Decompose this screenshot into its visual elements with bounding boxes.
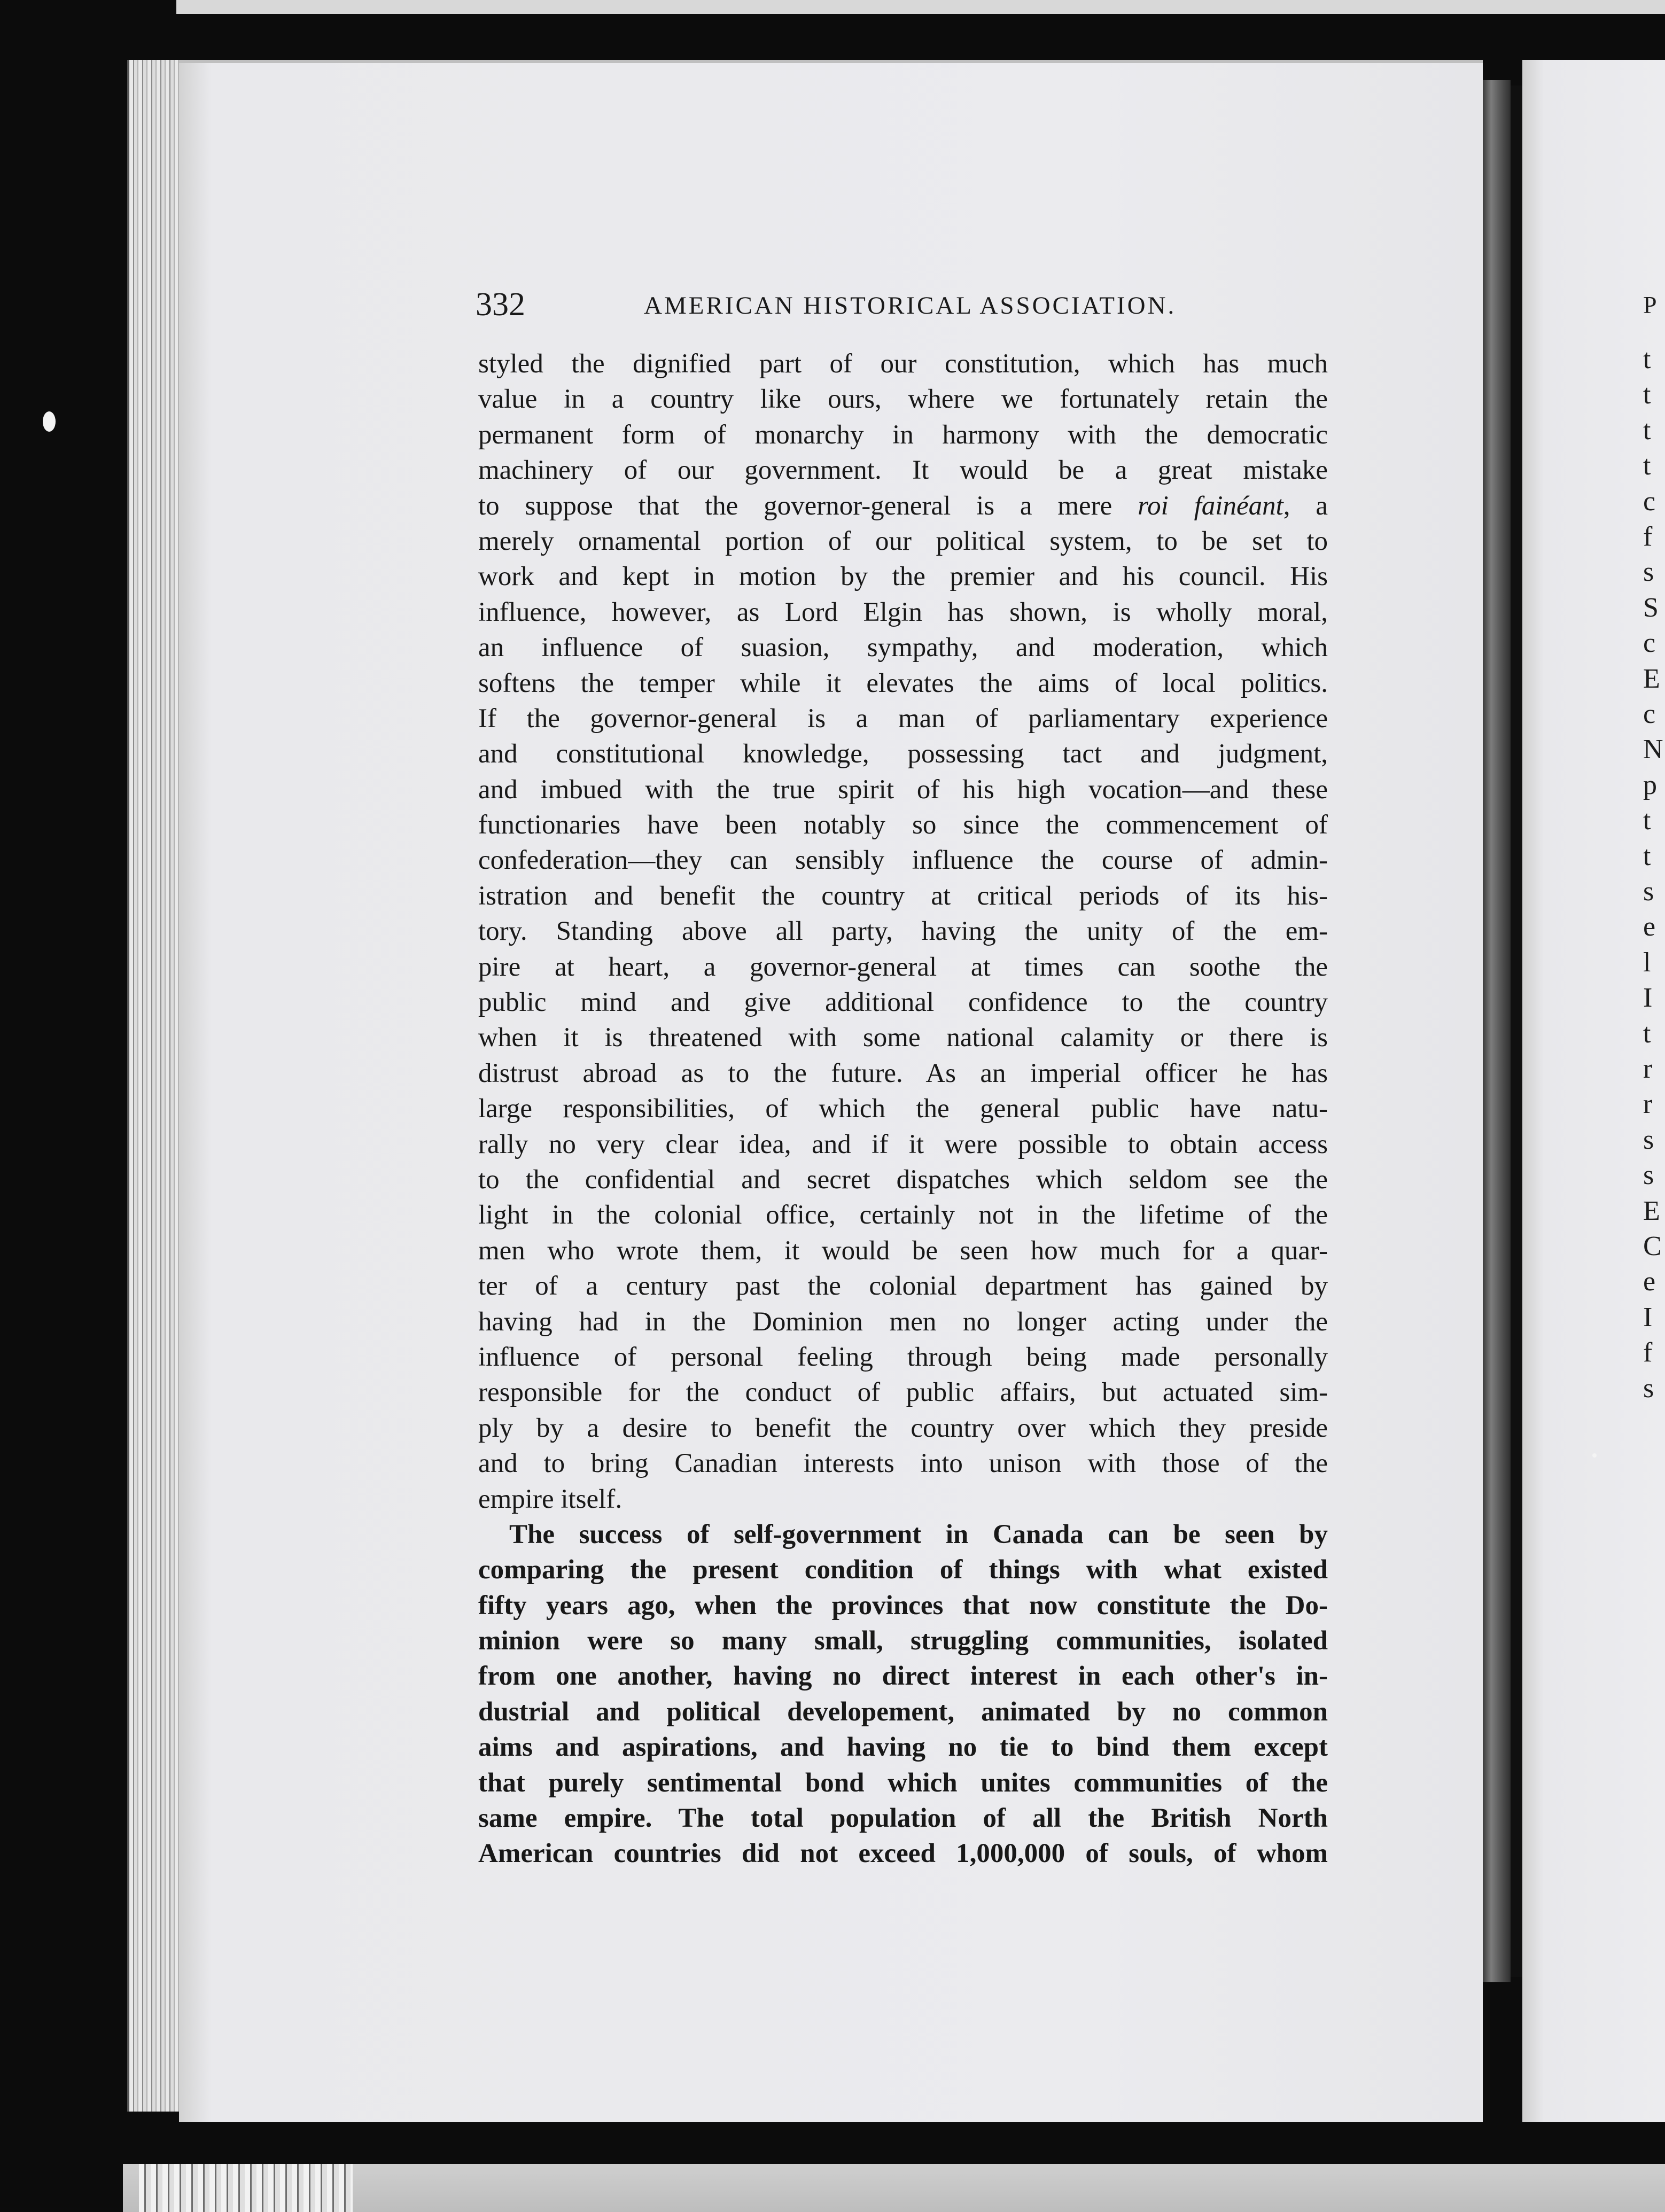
- text-line: having had in the Dominion men no longer acting under the: [478, 1306, 1328, 1337]
- facing-line-fragment: s: [1643, 1373, 1654, 1404]
- text-line: responsible for the conduct of public affairs, but actuated sim-: [478, 1377, 1328, 1408]
- next-frame-edge: [123, 2164, 1665, 2212]
- text-line: merely ornamental portion of our political system, to be set to: [478, 526, 1328, 556]
- facing-line-fragment: s: [1643, 1124, 1654, 1155]
- facing-line-fragment: s: [1643, 557, 1654, 588]
- text-line: to suppose that the governor-general is a mere roi fainéant, a: [478, 490, 1328, 521]
- text-line: and imbued with the true spirit of his high vocation—and these: [478, 774, 1328, 805]
- facing-header-fragment: P: [1643, 291, 1657, 318]
- text-line: work and kept in motion by the premier and his council. His: [478, 562, 1328, 592]
- facing-line-fragment: e: [1643, 1266, 1656, 1297]
- text-line: influence, however, as Lord Elgin has shown, is wholly moral,: [478, 597, 1328, 627]
- text-line: value in a country like ours, where we fortunately retain the: [478, 384, 1328, 415]
- text-line: comparing the present condition of things with what existed: [478, 1555, 1328, 1585]
- text-line: public mind and give additional confidence to the country: [478, 987, 1328, 1018]
- facing-line-fragment: t: [1643, 344, 1651, 375]
- facing-line-fragment: s: [1643, 1160, 1654, 1191]
- facing-line-fragment: c: [1643, 486, 1656, 517]
- facing-line-fragment: t: [1643, 840, 1651, 871]
- text-line: and constitutional knowledge, possessing tact and judgment,: [478, 739, 1328, 769]
- text-line: men who wrote them, it would be seen how much for a quar-: [478, 1235, 1328, 1266]
- previous-frame-edge: [176, 0, 1665, 14]
- facing-line-fragment: f: [1643, 1337, 1653, 1368]
- text-line: minion were so many small, struggling communities, isolated: [478, 1626, 1328, 1656]
- facing-line-fragment: r: [1643, 1054, 1653, 1084]
- facing-line-fragment: t: [1643, 450, 1651, 481]
- text-line: machinery of our government. It would be a great mistake: [478, 455, 1328, 486]
- italic-phrase: roi fainéant: [1138, 490, 1283, 521]
- next-frame-page-edges: [139, 2164, 353, 2212]
- text-line: istration and benefit the country at critical periods of its his-: [478, 881, 1328, 911]
- text-line: fifty years ago, when the provinces that now constitute the Do-: [478, 1590, 1328, 1621]
- text-line: softens the temper while it elevates the aims of local politics.: [478, 668, 1328, 698]
- text-line: If the governor-general is a man of parliamentary experience: [478, 703, 1328, 734]
- text-line: same empire. The total population of all the British North: [478, 1803, 1328, 1834]
- text-line: influence of personal feeling through being made personally: [478, 1342, 1328, 1372]
- book-gutter: [1483, 80, 1511, 1982]
- facing-line-fragment: r: [1643, 1089, 1653, 1120]
- paragraph-2: [478, 1517, 1328, 1872]
- facing-line-fragment: C: [1643, 1231, 1662, 1261]
- facing-line-fragment: p: [1643, 769, 1657, 800]
- text-line: light in the colonial office, certainly not in the lifetime of the: [478, 1200, 1328, 1230]
- facing-line-fragment: c: [1643, 699, 1656, 729]
- film-speck: [43, 411, 56, 432]
- text-line: permanent form of monarchy in harmony with the democratic: [478, 419, 1328, 450]
- facing-line-fragment: f: [1643, 521, 1653, 552]
- facing-line-fragment: t: [1643, 379, 1651, 410]
- gutter-shadow: [1511, 85, 1522, 1977]
- text-line: ter of a century past the colonial department has gained by: [478, 1271, 1328, 1302]
- page-number: 332: [476, 286, 525, 323]
- text-line: The success of self-government in Canada can be seen by: [509, 1519, 1328, 1549]
- facing-line-fragment: t: [1643, 805, 1651, 836]
- text-line: to the confidential and secret dispatches which seldom see the: [478, 1164, 1328, 1195]
- facing-line-fragment: t: [1643, 415, 1651, 446]
- facing-line-fragment: e: [1643, 912, 1656, 943]
- facing-line-fragment: l: [1643, 947, 1651, 978]
- running-title: AMERICAN HISTORICAL ASSOCIATION.: [644, 292, 1177, 320]
- paragraph-1: [478, 346, 1328, 1517]
- text-line: rally no very clear idea, and if it were possible to obtain access: [478, 1129, 1328, 1159]
- facing-line-fragment: I: [1643, 1302, 1653, 1333]
- facing-line-fragment: S: [1643, 592, 1659, 623]
- text-line: from one another, having no direct interest in each other's in-: [478, 1661, 1328, 1692]
- text-line: tory. Standing above all party, having the unity of the em-: [478, 916, 1328, 947]
- text-line: large responsibilities, of which the general public have natu-: [478, 1094, 1328, 1124]
- facing-line-fragment: t: [1643, 1018, 1651, 1049]
- body-text: [478, 346, 1328, 1872]
- text-line: aims and aspirations, and having no tie to bind them except: [478, 1732, 1328, 1763]
- text-line: when it is threatened with some national calamity or there is: [478, 1023, 1328, 1053]
- facing-line-fragment: c: [1643, 628, 1656, 659]
- facing-line-fragment: E: [1643, 663, 1660, 694]
- text-line: confederation—they can sensibly influence the course of admin-: [478, 845, 1328, 876]
- text-line: ply by a desire to benefit the country over which they preside: [478, 1413, 1328, 1443]
- text-line: dustrial and political developement, animated by no common: [478, 1696, 1328, 1727]
- text-line: that purely sentimental bond which unites communities of the: [478, 1767, 1328, 1798]
- running-head: [476, 283, 1341, 326]
- text-line: styled the dignified part of our constitution, which has much: [478, 349, 1328, 379]
- text-line: an influence of suasion, sympathy, and moderation, which: [478, 633, 1328, 663]
- facing-line-fragment: I: [1643, 983, 1653, 1014]
- facing-line-fragment: E: [1643, 1195, 1660, 1226]
- facing-line-fragment: s: [1643, 876, 1654, 907]
- text-line: functionaries have been notably so since the commencement of: [478, 810, 1328, 840]
- film-speck: [1592, 1453, 1597, 1458]
- text-line: and to bring Canadian interests into unison with those of the: [478, 1448, 1328, 1479]
- text-line: American countries did not exceed 1,000,000 of souls, of whom: [478, 1839, 1328, 1869]
- text-line: empire itself.: [478, 1484, 623, 1514]
- text-line: distrust abroad as to the future. As an imperial officer he has: [478, 1058, 1328, 1088]
- text-line: pire at heart, a governor-general at times can soothe the: [478, 952, 1328, 982]
- facing-line-fragment: N: [1643, 734, 1663, 765]
